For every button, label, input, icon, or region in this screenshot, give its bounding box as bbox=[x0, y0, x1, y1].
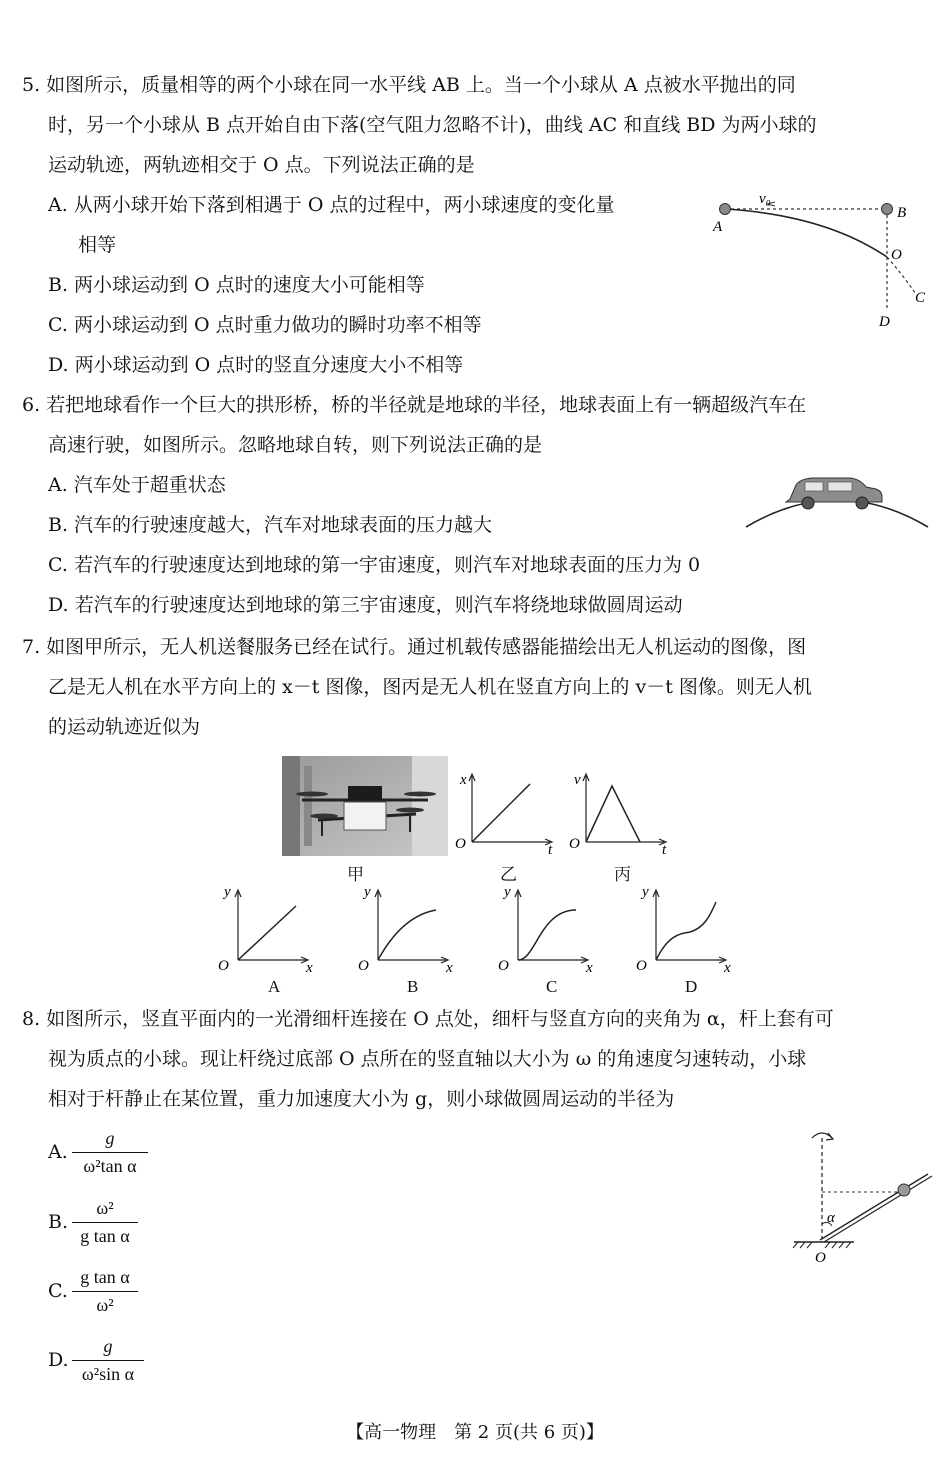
q8-option-b-num: ω² bbox=[96, 1198, 114, 1218]
q8-option-b-fraction bbox=[70, 1198, 140, 1248]
q8-option-a-fraction bbox=[70, 1128, 150, 1178]
q5-label-a: A bbox=[713, 219, 723, 235]
car-wheel-icon bbox=[856, 497, 868, 509]
q8-option-c-label: C. bbox=[48, 1280, 68, 1302]
q8-ball bbox=[898, 1184, 910, 1196]
q5-label-o: O bbox=[891, 247, 902, 263]
q7-choice-a-graph bbox=[216, 880, 316, 976]
q8-option-b-label: B. bbox=[48, 1211, 69, 1233]
q5-option-a-cont: 相等 bbox=[78, 234, 117, 256]
choice-c-origin: O bbox=[498, 958, 509, 974]
q6-option-c: C. 若汽车的行驶速度达到地球的第一宇宙速度，则汽车对地球表面的压力为 0 bbox=[48, 554, 701, 576]
vt-axis-t: t bbox=[662, 842, 667, 858]
q6-option-a: A. 汽车处于超重状态 bbox=[48, 474, 226, 496]
q8-option-d-fraction bbox=[70, 1336, 146, 1386]
q5-option-c: C. 两小球运动到 O 点时重力做功的瞬时功率不相等 bbox=[48, 314, 482, 336]
xt-axis-t: t bbox=[548, 842, 553, 858]
q5-option-d: D. 两小球运动到 O 点时的竖直分速度大小不相等 bbox=[48, 354, 464, 376]
q7-caption-jia: 甲 bbox=[347, 865, 364, 884]
q8-rod bbox=[820, 1174, 928, 1240]
propeller-icon bbox=[396, 808, 424, 813]
q5-stem-line-1: 5. 如图所示，质量相等的两个小球在同一水平线 AB 上。当一个小球从 A 点被水平抛出的同 bbox=[22, 74, 796, 96]
drone-body bbox=[348, 786, 382, 800]
choice-c-axis-x: x bbox=[586, 960, 593, 976]
q7-caption-bing: 丙 bbox=[614, 865, 631, 884]
q5-option-a: A. 从两小球开始下落到相遇于 O 点的过程中，两小球速度的变化量 bbox=[48, 194, 615, 216]
q8-stem-line-3: 相对于杆静止在某位置，重力加速度大小为 g，则小球做圆周运动的半径为 bbox=[48, 1088, 675, 1110]
q5-label-c: C bbox=[915, 290, 926, 306]
q7-choice-c-label: C bbox=[546, 977, 558, 996]
q6-option-d: D. 若汽车的行驶速度达到地球的第三宇宙速度，则汽车将绕地球做圆周运动 bbox=[48, 594, 683, 616]
choice-a-axis-x: x bbox=[306, 960, 313, 976]
q6-car-on-earth-figure bbox=[742, 465, 932, 535]
xt-line bbox=[472, 784, 530, 842]
q8-option-d-den: ω²sin α bbox=[81, 1364, 135, 1384]
q8-option-b-den: g tan α bbox=[80, 1226, 130, 1246]
propeller-icon bbox=[296, 792, 328, 797]
choice-b-axis-y: y bbox=[364, 884, 371, 900]
q5-label-b: B bbox=[897, 205, 907, 221]
q8-option-c-fraction bbox=[70, 1267, 140, 1317]
vt-triangle bbox=[586, 786, 640, 842]
q7-choice-a-label: A bbox=[268, 977, 281, 996]
q8-option-c-num: g tan α bbox=[80, 1267, 130, 1287]
q5-ball-b bbox=[882, 204, 893, 215]
q8-stem-line-2: 视为质点的小球。现让杆绕过底部 O 点所在的竖直轴以大小为 ω 的角速度匀速转动，小球 bbox=[48, 1048, 807, 1070]
choice-a-axis-y: y bbox=[224, 884, 231, 900]
q8-label-alpha: α bbox=[827, 1210, 835, 1226]
xt-origin: O bbox=[455, 836, 466, 852]
choice-b-axis-x: x bbox=[446, 960, 453, 976]
q6-earth-arc bbox=[746, 500, 928, 527]
q7-vt-graph bbox=[566, 770, 676, 860]
q7-choice-c-graph bbox=[496, 880, 596, 976]
q6-stem-line-1: 6. 若把地球看作一个巨大的拱形桥，桥的半径就是地球的半径，地球表面上有一辆超级汽车在 bbox=[22, 394, 807, 416]
q7-xt-graph bbox=[452, 770, 562, 860]
q7-choice-d-graph bbox=[634, 880, 734, 976]
q7-choice-d-label: D bbox=[685, 977, 698, 996]
choice-d-origin: O bbox=[636, 958, 647, 974]
q6-option-b: B. 汽车的行驶速度越大，汽车对地球表面的压力越大 bbox=[48, 514, 493, 536]
choice-d-axis-y: y bbox=[642, 884, 649, 900]
q5-projectile-figure bbox=[705, 185, 940, 335]
q8-option-c-den: ω² bbox=[96, 1295, 114, 1315]
q5-trajectory-ac bbox=[725, 209, 887, 257]
q5-stem-line-3: 运动轨迹，两轨迹相交于 O 点。下列说法正确的是 bbox=[48, 154, 475, 176]
q8-stem-line-1: 8. 如图所示，竖直平面内的一光滑细杆连接在 O 点处，细杆与竖直方向的夹角为 α，杆上套有可 bbox=[22, 1008, 834, 1030]
vt-axis-v: v bbox=[574, 772, 581, 788]
xt-axis-x: x bbox=[460, 772, 467, 788]
propeller-icon bbox=[404, 792, 436, 797]
q6-stem-line-2: 高速行驶，如图所示。忽略地球自转，则下列说法正确的是 bbox=[48, 434, 543, 456]
vt-origin: O bbox=[569, 836, 580, 852]
q5-label-v0: v₀ bbox=[759, 191, 771, 207]
q8-option-a-label: A. bbox=[48, 1141, 68, 1163]
q7-caption-yi: 乙 bbox=[500, 865, 517, 884]
choice-a-origin: O bbox=[218, 958, 229, 974]
propeller-icon bbox=[310, 814, 338, 819]
choice-d-axis-x: x bbox=[724, 960, 731, 976]
q7-stem-line-1: 7. 如图甲所示，无人机送餐服务已经在试行。通过机载传感器能描绘出无人机运动的图像，图 bbox=[22, 636, 807, 658]
q8-label-o: O bbox=[815, 1250, 826, 1266]
q7-drone-photo bbox=[282, 756, 448, 856]
q7-choice-b-label: B bbox=[407, 977, 419, 996]
page-footer: 【高一物理 第 2 页(共 6 页)】 bbox=[346, 1422, 604, 1443]
q7-stem-line-2: 乙是无人机在水平方向上的 x－t 图像，图丙是无人机在竖直方向上的 v－t 图像。则无人机 bbox=[48, 676, 812, 698]
car-wheel-icon bbox=[802, 497, 814, 509]
q8-rotating-rod-figure bbox=[790, 1128, 940, 1268]
q7-choice-b-graph bbox=[356, 880, 456, 976]
q5-option-b: B. 两小球运动到 O 点时的速度大小可能相等 bbox=[48, 274, 425, 296]
q5-stem-line-2: 时，另一个小球从 B 点开始自由下落(空气阻力忽略不计)，曲线 AC 和直线 BD 为两小球的 bbox=[48, 114, 817, 136]
q5-ball-a bbox=[720, 204, 731, 215]
q8-option-a-num: g bbox=[105, 1128, 115, 1148]
choice-b-origin: O bbox=[358, 958, 369, 974]
q7-stem-line-3: 的运动轨迹近似为 bbox=[48, 716, 201, 738]
food-box bbox=[344, 802, 386, 830]
choice-c-axis-y: y bbox=[504, 884, 511, 900]
q8-option-a-den: ω²tan α bbox=[83, 1156, 137, 1176]
q8-option-d-label: D. bbox=[48, 1349, 69, 1371]
q5-label-d: D bbox=[879, 314, 890, 330]
q8-option-d-num: g bbox=[103, 1336, 113, 1356]
